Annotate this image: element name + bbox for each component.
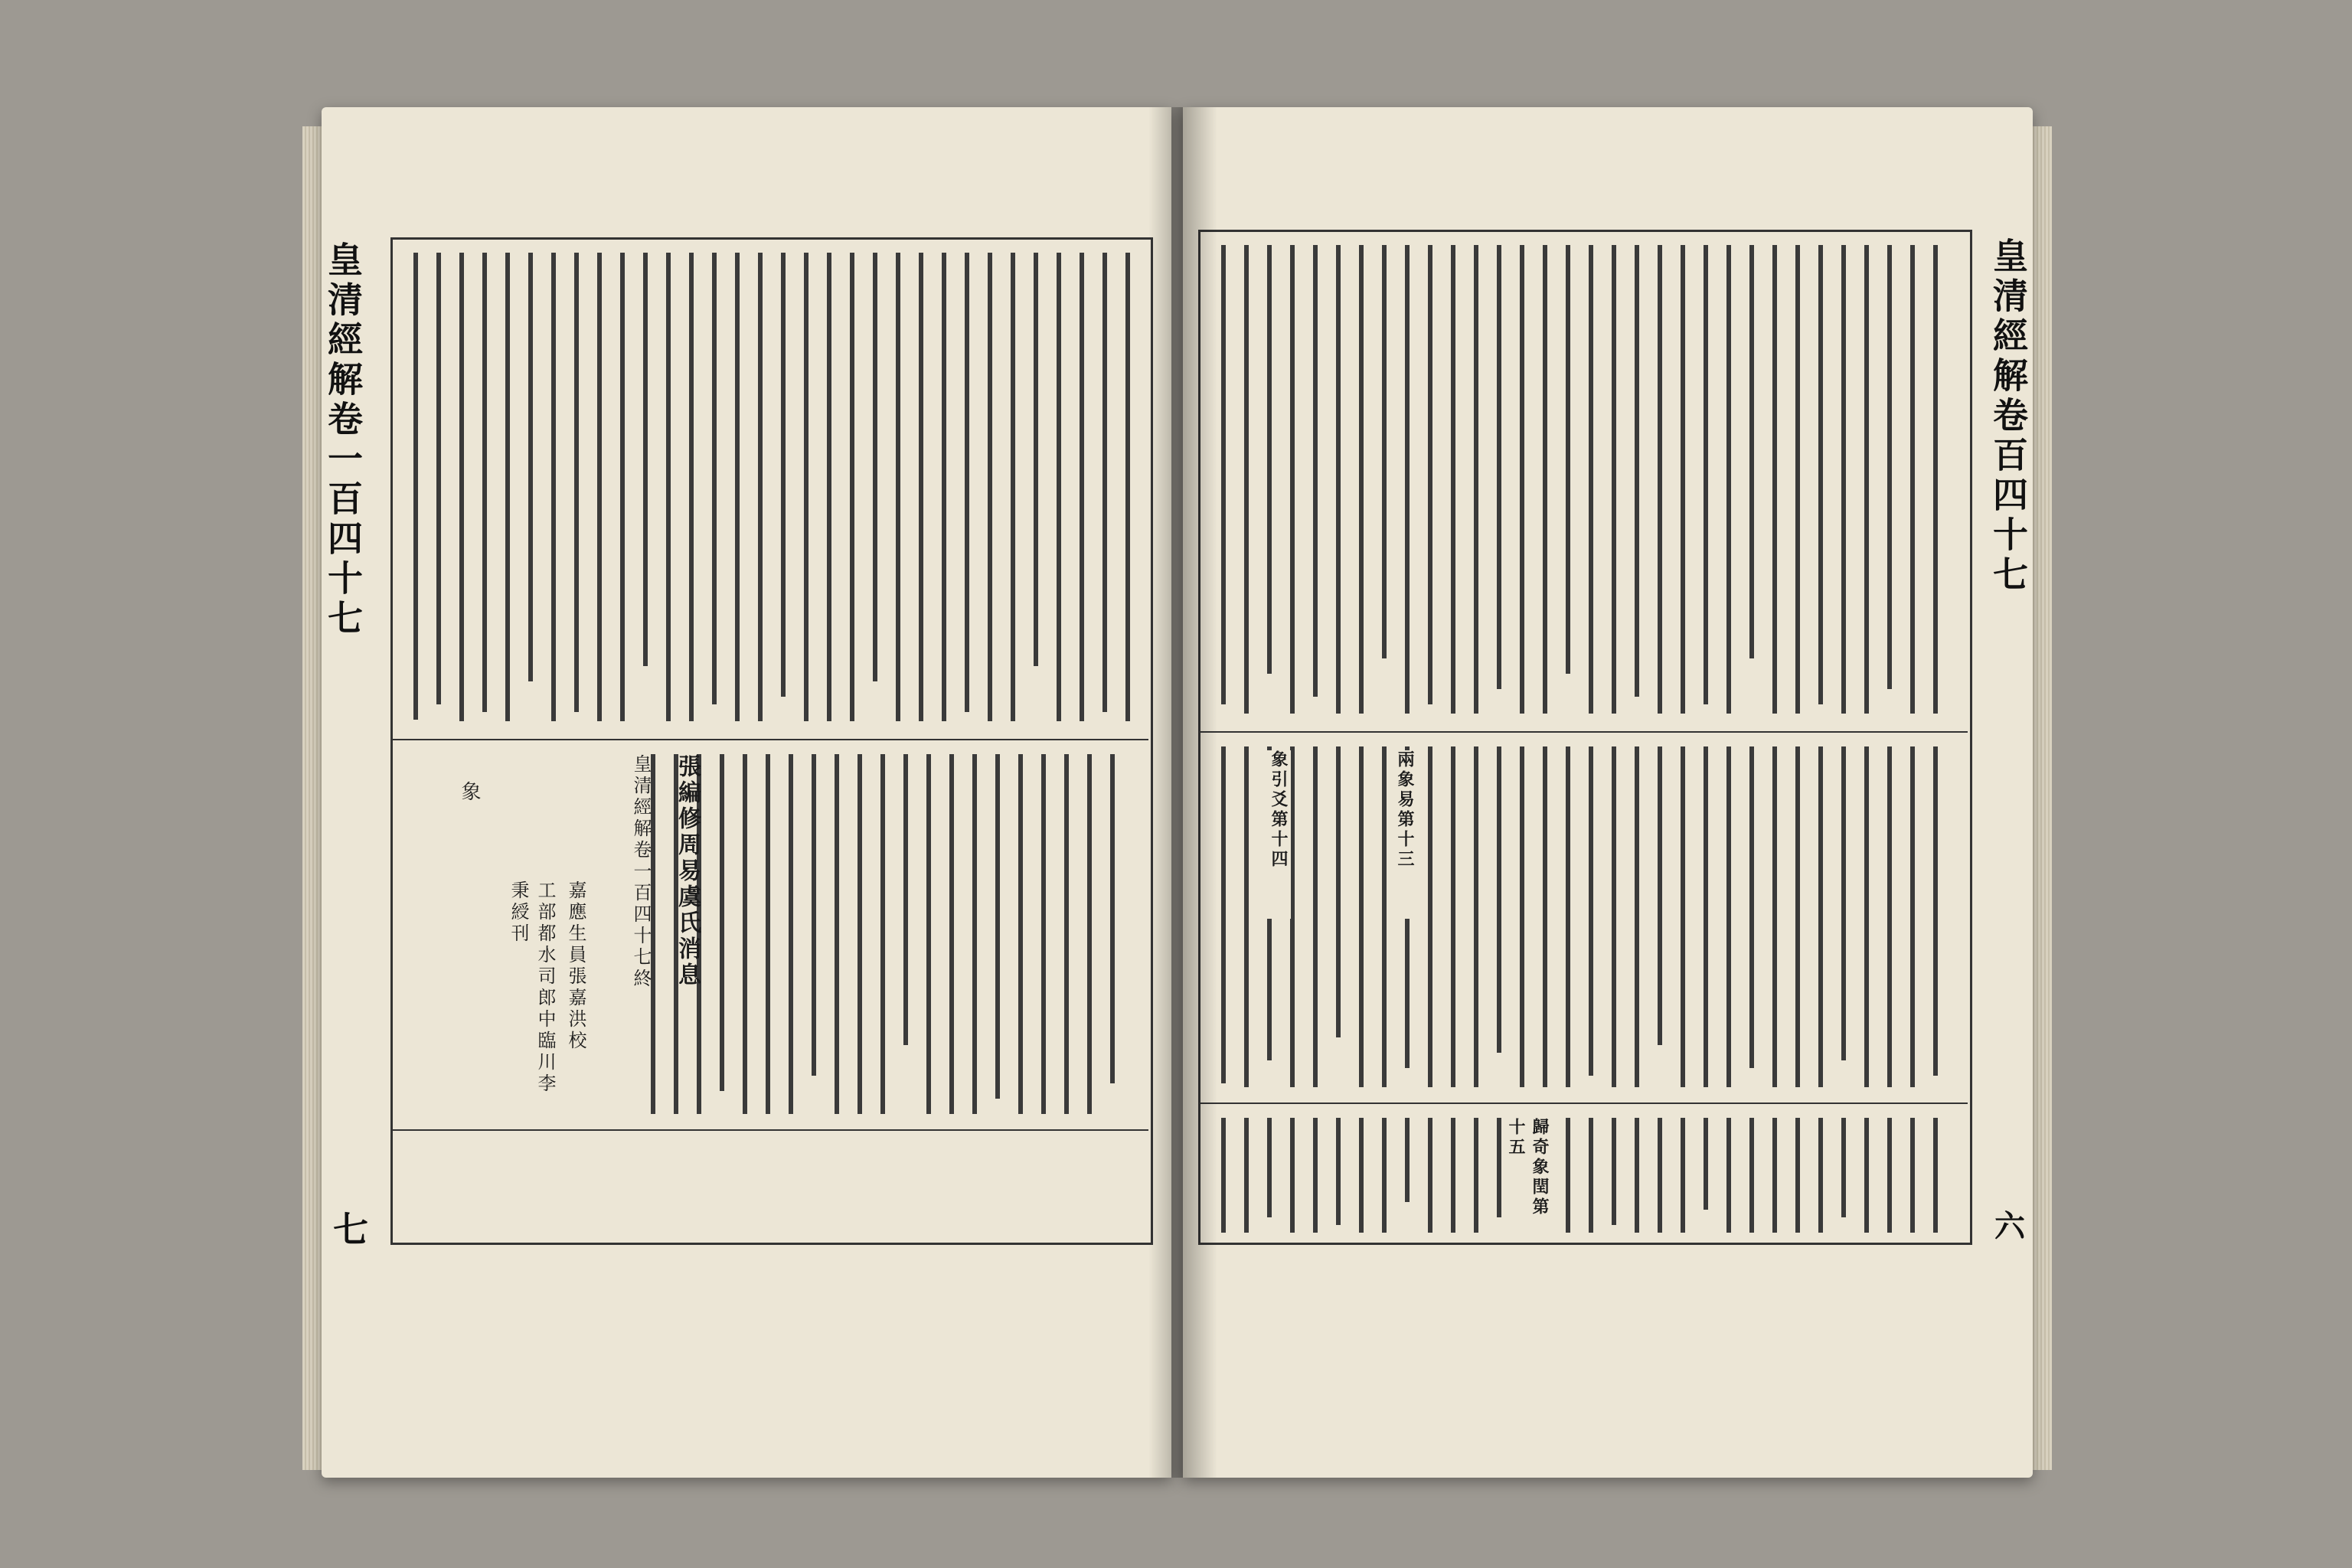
left-page-divider — [392, 739, 1148, 740]
left-edge-title: 皇清經解卷一百四十七 — [322, 241, 364, 639]
section-label: 象 — [458, 781, 481, 804]
right-page-divider — [1200, 731, 1968, 733]
left-page — [322, 107, 1171, 1478]
right-folio: 六 — [1994, 1208, 2025, 1244]
left-lower-text-block — [643, 754, 1141, 1122]
right-page — [1183, 107, 2033, 1478]
book-gutter — [1148, 107, 1217, 1478]
section-title-14: 象引爻第十四 — [1267, 750, 1291, 919]
right-middle-text-block — [1214, 746, 1960, 1095]
section-title-13: 兩象易第十三 — [1393, 750, 1417, 919]
printer-line: 工部都水司郎中臨川李秉綬刊 — [508, 880, 556, 1095]
left-upper-text-block — [406, 253, 1141, 727]
right-lower-text-block — [1214, 1118, 1960, 1240]
section-title-15: 歸奇象閏第十五 — [1504, 1118, 1552, 1233]
right-edge-title: 皇清經解卷百四十七 — [1988, 237, 2029, 596]
proofreader-line: 嘉應生員張嘉洪校 — [565, 880, 586, 1052]
left-folio: 七 — [333, 1209, 368, 1250]
end-title: 皇清經解卷一百四十七終 — [630, 754, 652, 990]
right-page-divider-lower — [1200, 1102, 1968, 1104]
left-page-divider-lower — [392, 1129, 1148, 1131]
right-upper-text-block — [1214, 245, 1960, 720]
author-line: 張編修周易虞氏消息 — [674, 754, 701, 988]
right-page-edges — [2030, 126, 2052, 1470]
